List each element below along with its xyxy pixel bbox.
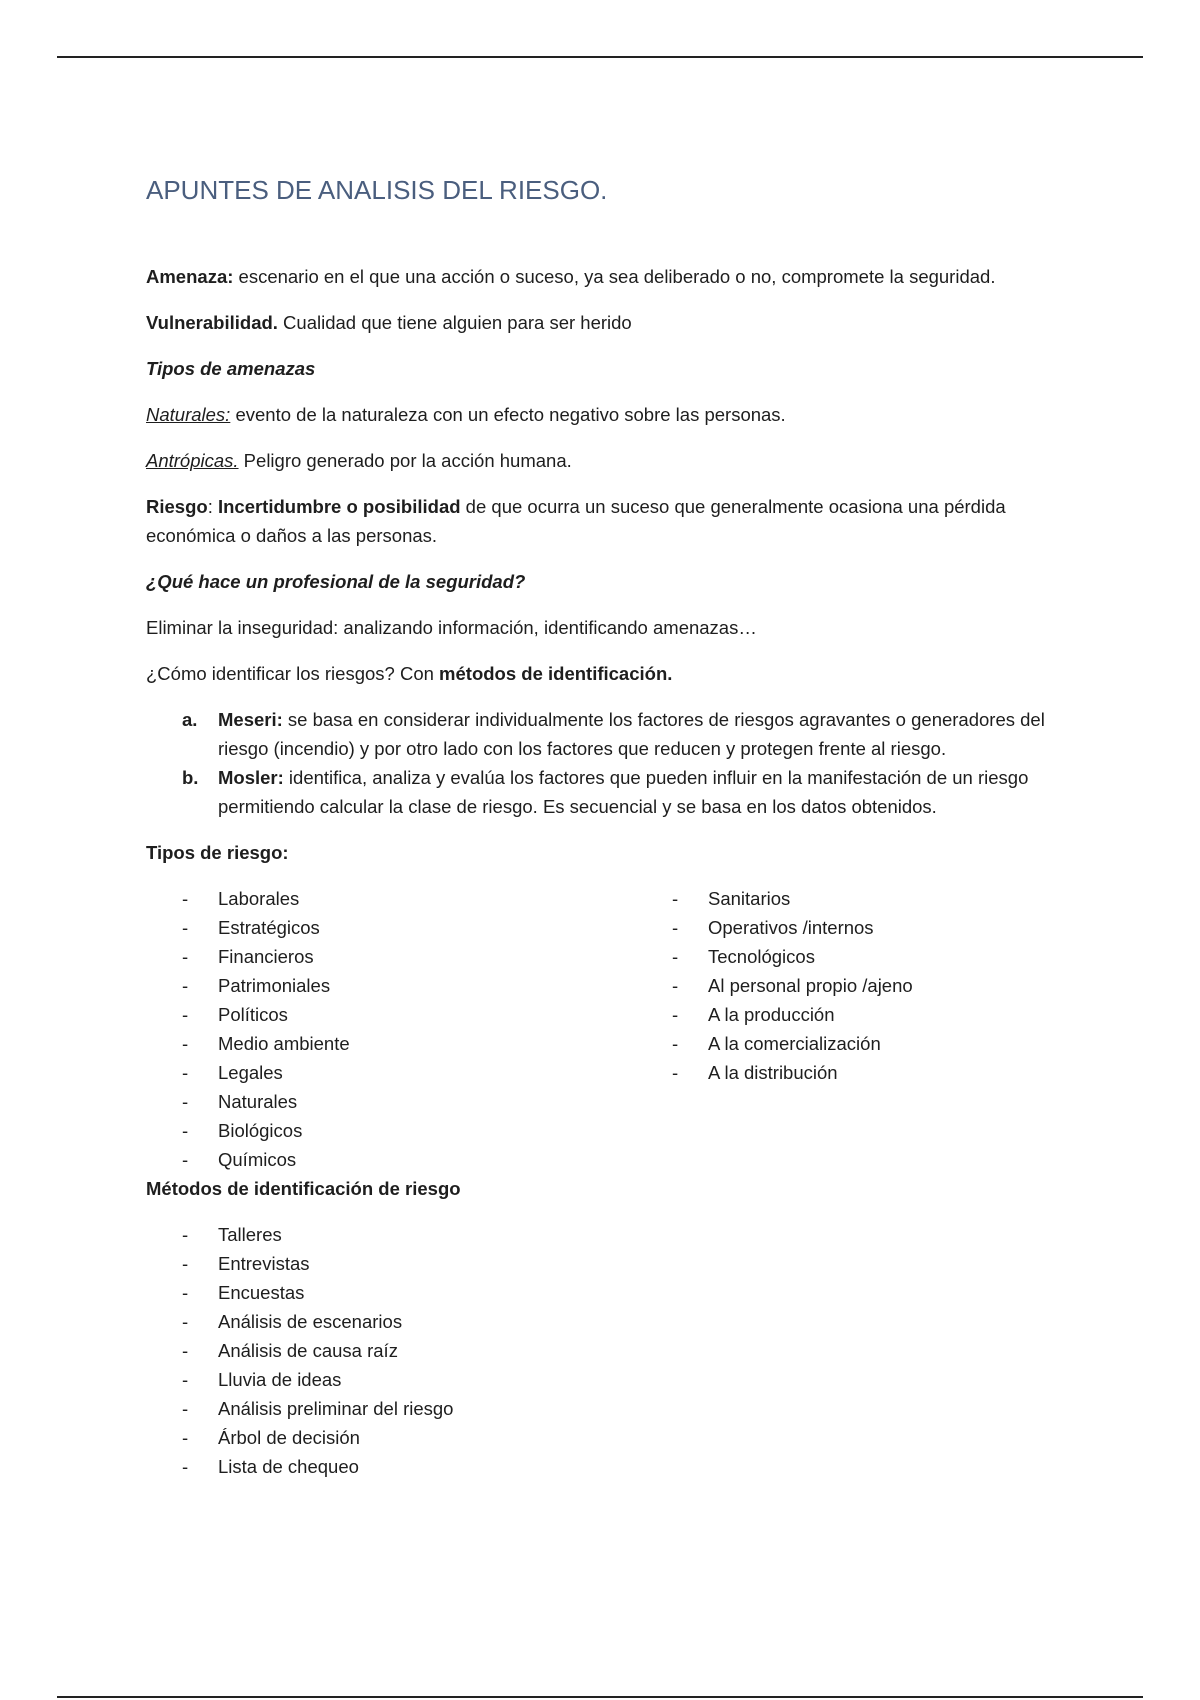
list-item xyxy=(146,1307,1066,1336)
list-item xyxy=(636,1000,1036,1029)
list-item xyxy=(146,1249,1066,1278)
list-item-text: A la comercialización xyxy=(708,1033,881,1054)
list-item xyxy=(146,1278,1066,1307)
definition-riesgo xyxy=(146,492,1066,550)
term-naturales: Naturales: xyxy=(146,404,231,425)
text-naturales: evento de la naturaleza con un efecto negativo sobre las personas. xyxy=(230,404,786,425)
bullet-dash: - xyxy=(672,1004,679,1025)
heading-metodos: Métodos de identificación de riesgo xyxy=(146,1178,461,1199)
bullet-dash: - xyxy=(182,975,189,996)
bullet-dash: - xyxy=(182,1149,189,1170)
list-item-text: Químicos xyxy=(218,1149,297,1170)
list-item xyxy=(636,942,1036,971)
list-item xyxy=(146,1365,1066,1394)
methods-list xyxy=(146,705,1066,821)
definition-vulnerabilidad xyxy=(146,308,1066,337)
heading-profesional: ¿Qué hace un profesional de la seguridad? xyxy=(146,571,526,592)
text-vulnerabilidad: Cualidad que tiene alguien para ser herido xyxy=(277,312,632,333)
list-item-text: Operativos /internos xyxy=(708,917,874,938)
document-title: APUNTES DE ANALISIS DEL RIESGO. xyxy=(146,175,608,205)
paragraph-eliminar: Eliminar la inseguridad: analizando información, identificando amenazas… xyxy=(146,617,757,638)
list-item xyxy=(636,971,1036,1000)
list-item xyxy=(146,1452,1066,1481)
document-body xyxy=(146,172,1066,1481)
list-item-text: Medio ambiente xyxy=(218,1033,350,1054)
list-item-text: Naturales xyxy=(218,1091,298,1112)
bullet-dash: - xyxy=(182,1398,189,1419)
list-item xyxy=(636,913,1036,942)
method-text xyxy=(218,763,1066,821)
method-name: Meseri: xyxy=(218,709,283,730)
bullet-dash: - xyxy=(182,1004,189,1025)
list-item xyxy=(146,942,636,971)
list-item-text: Legales xyxy=(218,1062,283,1083)
list-item xyxy=(146,1145,636,1174)
text-riesgo: de que ocurra un suceso que generalmente ocasiona una pérdida económica o daños a las personas. xyxy=(146,496,1006,546)
tipos-riesgo-columns xyxy=(146,884,1066,1174)
method-description: se basa en considerar individualmente los factores de riesgos agravantes o generadores del riesgo (incendio) y por otro lado con los factores que reducen y protegen frente al riesgo. xyxy=(218,709,1045,759)
list-item xyxy=(146,1394,1066,1423)
list-item-text: Lista de chequeo xyxy=(218,1456,359,1477)
method-label: b. xyxy=(182,767,199,788)
text-como-identificar: ¿Cómo identificar los riesgos? Con xyxy=(146,663,440,684)
list-item-text: Biológicos xyxy=(218,1120,303,1141)
method-item xyxy=(146,763,1066,821)
list-item xyxy=(636,1058,1036,1087)
list-item-text: Talleres xyxy=(218,1224,282,1245)
heading-tipos-riesgo: Tipos de riesgo: xyxy=(146,842,289,863)
term-riesgo: Riesgo xyxy=(146,496,208,517)
emph-riesgo: Incertidumbre o posibilidad xyxy=(217,496,461,517)
list-item-text: Al personal propio /ajeno xyxy=(708,975,913,996)
bullet-dash: - xyxy=(182,1282,189,1303)
bullet-dash: - xyxy=(672,917,679,938)
emph-metodos: métodos de identificación. xyxy=(439,663,673,684)
list-item xyxy=(146,1058,636,1087)
list-item xyxy=(146,884,636,913)
tipos-riesgo-right-list xyxy=(636,884,1036,1174)
definition-antropicas xyxy=(146,446,1066,475)
list-item xyxy=(146,1029,636,1058)
list-item-text: A la distribución xyxy=(708,1062,838,1083)
bullet-dash: - xyxy=(182,1456,189,1477)
heading-tipos-amenazas: Tipos de amenazas xyxy=(146,358,316,379)
text-antropicas: Peligro generado por la acción humana. xyxy=(238,450,572,471)
bullet-dash: - xyxy=(182,1427,189,1448)
list-item-text: Análisis de causa raíz xyxy=(218,1340,398,1361)
bullet-dash: - xyxy=(182,888,189,909)
list-item-text: Laborales xyxy=(218,888,300,909)
bullet-dash: - xyxy=(672,1033,679,1054)
text-amenaza: escenario en el que una acción o suceso, ya sea deliberado o no, compromete la seguridad. xyxy=(233,266,996,287)
bullet-dash: - xyxy=(182,1311,189,1332)
list-item xyxy=(146,1336,1066,1365)
list-item-text: Árbol de decisión xyxy=(218,1427,360,1448)
list-item xyxy=(146,1116,636,1145)
list-item-text: Financieros xyxy=(218,946,314,967)
term-vulnerabilidad: Vulnerabilidad. xyxy=(146,312,278,333)
list-item-text: Análisis de escenarios xyxy=(218,1311,403,1332)
bullet-dash: - xyxy=(182,1033,189,1054)
bullet-dash: - xyxy=(182,1369,189,1390)
bullet-dash: - xyxy=(182,1091,189,1112)
bullet-dash: - xyxy=(182,1062,189,1083)
bullet-dash: - xyxy=(672,946,679,967)
footer-rule xyxy=(57,1696,1143,1698)
bullet-dash: - xyxy=(182,946,189,967)
list-item-text: Sanitarios xyxy=(708,888,791,909)
list-item-text: Políticos xyxy=(218,1004,288,1025)
metodos-list xyxy=(146,1220,1066,1481)
bullet-dash: - xyxy=(672,888,679,909)
list-item-text: Patrimoniales xyxy=(218,975,331,996)
bullet-dash: - xyxy=(182,1253,189,1274)
term-antropicas: Antrópicas. xyxy=(146,450,239,471)
list-item-text: Estratégicos xyxy=(218,917,320,938)
bullet-dash: - xyxy=(672,975,679,996)
method-description: identifica, analiza y evalúa los factores que pueden influir en la manifestación de un riesgo permitiendo calcular la clase de riesgo. Es secuencial y se basa en los datos obtenidos. xyxy=(218,767,1029,817)
tipos-riesgo-left-list xyxy=(146,884,636,1174)
list-item xyxy=(146,913,636,942)
method-text xyxy=(218,705,1066,763)
method-label: a. xyxy=(182,709,198,730)
riesgo-separator: : xyxy=(207,496,218,517)
bullet-dash: - xyxy=(182,1224,189,1245)
bullet-dash: - xyxy=(672,1062,679,1083)
list-item-text: Entrevistas xyxy=(218,1253,310,1274)
term-amenaza: Amenaza: xyxy=(146,266,234,287)
list-item xyxy=(636,1029,1036,1058)
list-item xyxy=(146,1220,1066,1249)
definition-naturales xyxy=(146,400,1066,429)
list-item xyxy=(146,1000,636,1029)
definition-amenaza xyxy=(146,262,1066,291)
bullet-dash: - xyxy=(182,1340,189,1361)
method-item xyxy=(146,705,1066,763)
list-item-text: Lluvia de ideas xyxy=(218,1369,342,1390)
list-item xyxy=(636,884,1036,913)
list-item-text: Encuestas xyxy=(218,1282,305,1303)
list-item xyxy=(146,1423,1066,1452)
list-item-text: Tecnológicos xyxy=(708,946,815,967)
list-item-text: Análisis preliminar del riesgo xyxy=(218,1398,454,1419)
method-name: Mosler: xyxy=(218,767,284,788)
list-item xyxy=(146,971,636,1000)
header-rule xyxy=(57,56,1143,58)
list-item-text: A la producción xyxy=(708,1004,835,1025)
bullet-dash: - xyxy=(182,917,189,938)
bullet-dash: - xyxy=(182,1120,189,1141)
paragraph-como-identificar xyxy=(146,659,1066,688)
list-item xyxy=(146,1087,636,1116)
